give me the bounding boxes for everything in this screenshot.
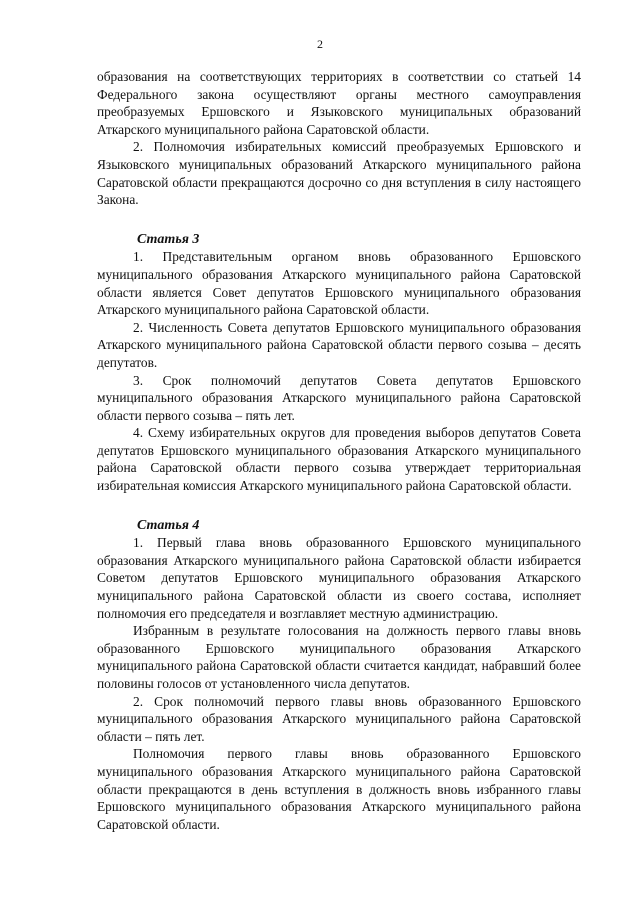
intro-paragraph-1: образования на соответствующих территориях в соответствии со статьей 14 Федерального закона осуществляют органы местного самоуправления преобразуемых Ершовского и Языковского муниципальных образований Аткарского муниципального района Саратовской области. <box>97 69 581 137</box>
page-number: 2 <box>317 37 323 51</box>
article-4-paragraph-3: 2. Срок полномочий первого главы вновь образованного Ершовского муниципального образования Аткарского муниципального района Саратовской области – пять лет. <box>97 693 581 744</box>
article-3-heading: Статья 3 <box>137 231 200 247</box>
article-3-paragraph-1: 1. Представительным органом вновь образованного Ершовского муниципального образования Аткарского муниципального района Саратовской области является Совет депутатов Ершовского муниципального образования Аткарского муниципального района Саратовской области. <box>97 249 581 318</box>
article-4-paragraph-1: 1. Первый глава вновь образованного Ершовского муниципального образования Аткарского муниципального района Саратовской области избирается Советом депутатов Ершовского муниципального образования Аткарского муниципального района Саратовской области из своего состава, исполняет полномочия его председателя и возглавляет местную администрацию. <box>97 535 581 621</box>
intro-paragraph-2: 2. Полномочия избирательных комиссий преобразуемых Ершовского и Языковского муниципальных образований Аткарского муниципального района Саратовской области прекращаются досрочно со дня вступления в силу настоящего Закона. <box>97 139 581 208</box>
document-body <box>97 68 581 833</box>
article-3-paragraph-3: 3. Срок полномочий депутатов Совета депутатов Ершовского муниципального образования Аткарского муниципального района Саратовской области первого созыва – пять лет. <box>97 372 581 423</box>
article-4-paragraph-2: Избранным в результате голосования на должность первого главы вновь образованного Ершовского муниципального образования Аткарского муниципального района Саратовской области считается кандидат, набравший более половины голосов от установленного числа депутатов. <box>97 623 581 691</box>
article-3-paragraph-4: 4. Схему избирательных округов для проведения выборов депутатов Совета депутатов Ершовского муниципального образования Аткарского муниципального района Саратовской области первого созыва утверждает территориальная избирательная комиссия Аткарского муниципального района Саратовской области. <box>97 425 581 494</box>
article-3-paragraph-2: 2. Численность Совета депутатов Ершовского муниципального образования Аткарского муниципального района Саратовской области первого созыва – десять депутатов. <box>97 319 581 370</box>
article-4-paragraph-4: Полномочия первого главы вновь образованного Ершовского муниципального образования Аткарского муниципального района Саратовской области прекращаются в день вступления в должность вновь избранного главы Ершовского муниципального образования Аткарского муниципального района Саратовской области. <box>97 746 581 832</box>
article-4-heading: Статья 4 <box>137 517 200 533</box>
